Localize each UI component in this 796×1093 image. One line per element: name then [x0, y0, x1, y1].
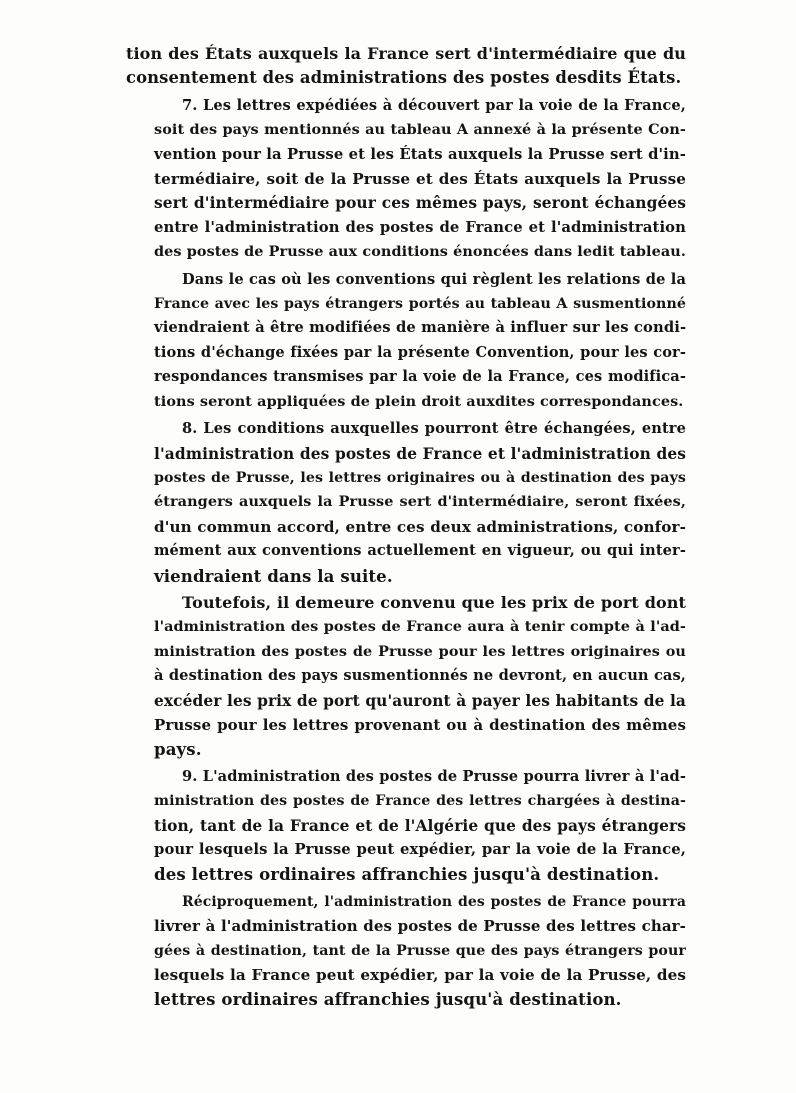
paragraph-continuation	[126, 42, 686, 91]
text-line: tion des États auxquels la France sert d'intermédiaire que du	[126, 44, 686, 63]
text-line: excéder les prix de port qu'auront à payer les habitants de la	[154, 691, 686, 710]
text-line: France avec les pays étrangers portés au tableau A susmentionné	[154, 296, 686, 313]
paragraph-article-9	[126, 765, 686, 887]
paragraph-article-9-reciprocity	[126, 890, 686, 1012]
text-line: lesquels la France peut expédier, par la voie de la Prusse, des	[154, 966, 686, 985]
text-line: postes de Prusse, les lettres originaires ou à destination des pays	[154, 469, 686, 486]
text-line: 7. Les lettres expédiées à découvert par la voie de la France,	[182, 96, 686, 114]
text-line: ministration des postes de France des lettres chargées à destina-	[154, 793, 686, 810]
text-line: pays.	[154, 739, 202, 760]
text-line: Réciproquement, l'administration des postes de France pourra	[182, 893, 686, 910]
text-line: vention pour la Prusse et les États auxquels la Prusse sert d'in-	[154, 145, 686, 163]
text-line: d'un commun accord, entre ces deux administrations, confor-	[154, 517, 686, 536]
text-line: des lettres ordinaires affranchies jusqu'à destination.	[154, 864, 660, 885]
text-line: gées à destination, tant de la Prusse que des pays étrangers pour	[154, 942, 686, 959]
text-line: soit des pays mentionnés au tableau A annexé à la présente Con-	[154, 121, 686, 139]
text-line: 9. L'administration des postes de Prusse pourra livrer à l'ad-	[182, 767, 686, 785]
text-line: respondances transmises par la voie de la France, ces modifica-	[154, 368, 686, 386]
text-line: entre l'administration des postes de France et l'administration	[154, 218, 686, 236]
text-line: viendraient dans la suite.	[154, 565, 393, 586]
text-line: consentement des administrations des postes desdits États.	[126, 68, 682, 88]
text-line: l'administration des postes de France et l'administration des	[154, 444, 686, 463]
text-line: pour lesquels la Prusse peut expédier, par la voie de la France,	[154, 841, 686, 858]
text-line: des postes de Prusse aux conditions énoncées dans ledit tableau.	[154, 243, 686, 261]
text-line: livrer à l'administration des postes de Prusse des lettres char-	[154, 917, 686, 936]
text-line: viendraient à être modifiées de manière à influer sur les condi-	[154, 319, 687, 337]
text-line: tions d'échange fixées par la présente Convention, pour les cor-	[154, 343, 686, 361]
text-line: 8. Les conditions auxquelles pourront être échangées, entre	[182, 420, 686, 438]
text-line: lettres ordinaires affranchies jusqu'à destination.	[154, 989, 622, 1010]
paragraph-article-8-rates	[126, 591, 686, 762]
paragraph-article-7-amendments	[126, 268, 686, 414]
text-line: Toutefois, il demeure convenu que les prix de port dont	[182, 592, 686, 612]
text-line: tions seront appliquées de plein droit auxdites correspondances.	[154, 392, 684, 410]
text-line: sert d'intermédiaire pour ces mêmes pays, seront échangées	[154, 194, 686, 213]
text-line: Prusse pour les lettres provenant ou à destination des mêmes	[154, 715, 686, 734]
text-line: mément aux conventions actuellement en vigueur, ou qui inter-	[154, 542, 686, 560]
text-line: étrangers auxquels la Prusse sert d'intermédiaire, seront fixées,	[154, 493, 686, 511]
document-body	[126, 42, 686, 1012]
text-line: termédiaire, soit de la Prusse et des États auxquels la Prusse	[154, 170, 686, 189]
text-line: à destination des pays susmentionnés ne devront, en aucun cas,	[154, 667, 686, 685]
paragraph-article-8	[126, 417, 686, 588]
text-line: l'administration des postes de France aura à tenir compte à l'ad-	[154, 618, 686, 636]
paragraph-article-7	[126, 94, 686, 265]
text-line: ministration des postes de Prusse pour les lettres originaires ou	[154, 642, 686, 660]
text-line: tion, tant de la France et de l'Algérie que des pays étrangers	[154, 816, 686, 835]
text-line: Dans le cas où les conventions qui règlent les relations de la	[182, 270, 686, 288]
